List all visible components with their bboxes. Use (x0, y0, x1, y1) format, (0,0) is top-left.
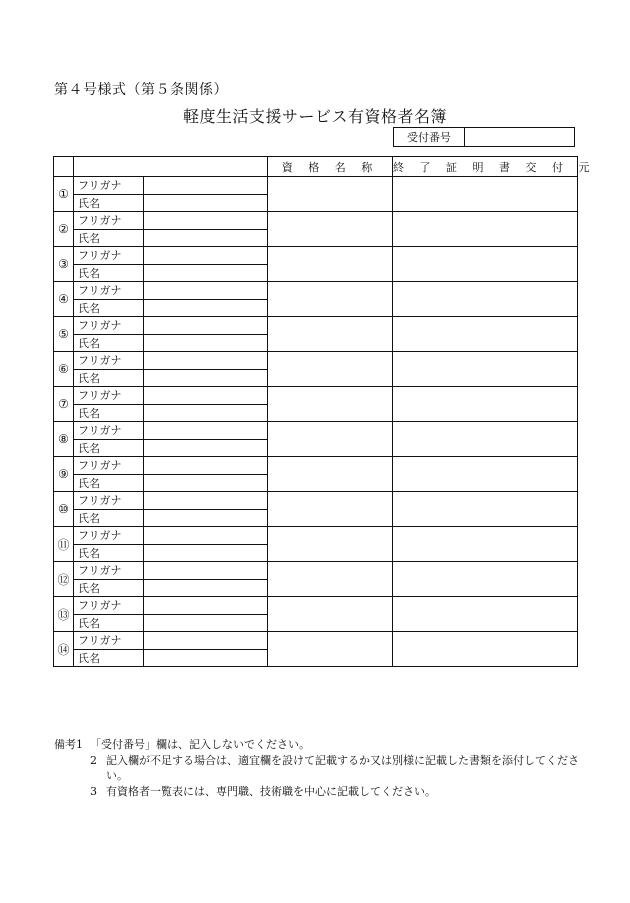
note-number: 2 (90, 753, 97, 767)
page-title: 軽度生活支援サービス有資格者名簿 (182, 107, 447, 126)
name-field[interactable] (144, 649, 268, 667)
header-certificate-issuer: 終 了 証 明 書 交 付 元 (393, 157, 578, 177)
certificate-issuer-field[interactable] (393, 352, 578, 387)
receipt-number-field[interactable] (465, 128, 574, 146)
note-text: 有資格者一覧表には、専門職、技術職を中心に記載してください。 (106, 784, 436, 798)
row-number: ⑬ (54, 597, 74, 632)
table-row-furigana (54, 177, 578, 195)
furigana-label: フリガナ (74, 597, 144, 615)
name-field[interactable] (144, 544, 268, 562)
row-number: ⑧ (54, 422, 74, 457)
furigana-field[interactable] (144, 352, 268, 370)
certificate-issuer-field[interactable] (393, 212, 578, 247)
name-label: 氏名 (74, 614, 144, 632)
furigana-field[interactable] (144, 597, 268, 615)
furigana-label: フリガナ (74, 492, 144, 510)
table-row-furigana (54, 387, 578, 405)
table-row-furigana (54, 457, 578, 475)
name-field[interactable] (144, 194, 268, 212)
qualification-field[interactable] (268, 282, 393, 317)
name-label: 氏名 (74, 509, 144, 527)
name-label: 氏名 (74, 649, 144, 667)
row-number: ① (54, 177, 74, 212)
qualification-field[interactable] (268, 597, 393, 632)
name-label: 氏名 (74, 334, 144, 352)
table-row-furigana (54, 632, 578, 650)
furigana-label: フリガナ (74, 527, 144, 545)
furigana-field[interactable] (144, 632, 268, 650)
furigana-field[interactable] (144, 282, 268, 300)
furigana-label: フリガナ (74, 352, 144, 370)
qualification-field[interactable] (268, 457, 393, 492)
note-number: 3 (90, 784, 97, 798)
certificate-issuer-field[interactable] (393, 282, 578, 317)
certificate-issuer-field[interactable] (393, 247, 578, 282)
furigana-field[interactable] (144, 247, 268, 265)
qualification-field[interactable] (268, 387, 393, 422)
row-number: ⑩ (54, 492, 74, 527)
furigana-label: フリガナ (74, 212, 144, 230)
name-label: 氏名 (74, 229, 144, 247)
qualification-field[interactable] (268, 527, 393, 562)
furigana-field[interactable] (144, 457, 268, 475)
table-body (54, 177, 578, 667)
notes-section (54, 737, 584, 799)
row-number: ⑪ (54, 527, 74, 562)
furigana-field[interactable] (144, 177, 268, 195)
certificate-issuer-field[interactable] (393, 562, 578, 597)
furigana-label: フリガナ (74, 632, 144, 650)
furigana-label: フリガナ (74, 562, 144, 580)
table-row-furigana (54, 247, 578, 265)
row-number: ⑦ (54, 387, 74, 422)
furigana-field[interactable] (144, 562, 268, 580)
row-number: ④ (54, 282, 74, 317)
name-label: 氏名 (74, 194, 144, 212)
certificate-issuer-field[interactable] (393, 317, 578, 352)
name-label: 氏名 (74, 474, 144, 492)
table-row-furigana (54, 317, 578, 335)
furigana-label: フリガナ (74, 177, 144, 195)
receipt-number-label: 受付番号 (394, 128, 465, 146)
certificate-issuer-field[interactable] (393, 492, 578, 527)
row-number: ② (54, 212, 74, 247)
table-row-furigana (54, 282, 578, 300)
notes-prefix: 備考1 (54, 738, 83, 751)
table-row-furigana (54, 492, 578, 510)
furigana-field[interactable] (144, 387, 268, 405)
furigana-label: フリガナ (74, 387, 144, 405)
note-text: 記入欄が不足する場合は、適宜欄を設けて記載するか又は別様に記載した書類を添付してください。 (106, 753, 579, 782)
name-label: 氏名 (74, 264, 144, 282)
name-field[interactable] (144, 509, 268, 527)
qualification-field[interactable] (268, 352, 393, 387)
name-label: 氏名 (74, 439, 144, 457)
furigana-field[interactable] (144, 317, 268, 335)
table-header-row (54, 157, 578, 177)
name-field[interactable] (144, 439, 268, 457)
row-number: ⑤ (54, 317, 74, 352)
name-field[interactable] (144, 474, 268, 492)
qualification-field[interactable] (268, 422, 393, 457)
name-field[interactable] (144, 369, 268, 387)
table-row-furigana (54, 562, 578, 580)
table-row-furigana (54, 527, 578, 545)
name-field[interactable] (144, 229, 268, 247)
name-field[interactable] (144, 334, 268, 352)
furigana-field[interactable] (144, 212, 268, 230)
table-row-furigana (54, 352, 578, 370)
receipt-number-box (393, 127, 575, 147)
form-number: 第４号様式（第５条関係） (54, 82, 228, 98)
qualified-persons-table (53, 156, 596, 667)
qualification-field[interactable] (268, 247, 393, 282)
qualification-field[interactable] (268, 317, 393, 352)
header-name-cell (74, 157, 268, 177)
table-row-furigana (54, 422, 578, 440)
furigana-label: フリガナ (74, 457, 144, 475)
row-number: ⑥ (54, 352, 74, 387)
furigana-field[interactable] (144, 422, 268, 440)
row-number: ③ (54, 247, 74, 282)
note-item (54, 737, 584, 753)
certificate-issuer-field[interactable] (393, 422, 578, 457)
name-label: 氏名 (74, 299, 144, 317)
furigana-label: フリガナ (74, 317, 144, 335)
qualification-field[interactable] (268, 177, 393, 212)
note-item (54, 753, 584, 784)
certificate-issuer-field[interactable] (393, 387, 578, 422)
qualification-field[interactable] (268, 632, 393, 667)
qualification-field[interactable] (268, 212, 393, 247)
certificate-issuer-field[interactable] (393, 527, 578, 562)
note-item (54, 784, 584, 800)
certificate-issuer-field[interactable] (393, 597, 578, 632)
qualification-field[interactable] (268, 562, 393, 597)
furigana-label: フリガナ (74, 282, 144, 300)
name-label: 氏名 (74, 369, 144, 387)
name-label: 氏名 (74, 404, 144, 422)
row-number: ⑫ (54, 562, 74, 597)
furigana-field[interactable] (144, 492, 268, 510)
qualification-field[interactable] (268, 492, 393, 527)
table-row-furigana (54, 212, 578, 230)
table-row-furigana (54, 597, 578, 615)
header-number-cell (54, 157, 74, 177)
furigana-field[interactable] (144, 527, 268, 545)
name-field[interactable] (144, 264, 268, 282)
certificate-issuer-field[interactable] (393, 457, 578, 492)
header-qualification: 資 格 名 称 (268, 157, 393, 177)
certificate-issuer-field[interactable] (393, 632, 578, 667)
name-field[interactable] (144, 579, 268, 597)
furigana-label: フリガナ (74, 422, 144, 440)
name-label: 氏名 (74, 579, 144, 597)
name-field[interactable] (144, 614, 268, 632)
name-field[interactable] (144, 299, 268, 317)
row-number: ⑭ (54, 632, 74, 667)
row-number: ⑨ (54, 457, 74, 492)
name-label: 氏名 (74, 544, 144, 562)
certificate-issuer-field[interactable] (393, 177, 578, 212)
furigana-label: フリガナ (74, 247, 144, 265)
name-field[interactable] (144, 404, 268, 422)
note-text: 「受付番号」欄は、記入しないでください。 (90, 738, 310, 751)
